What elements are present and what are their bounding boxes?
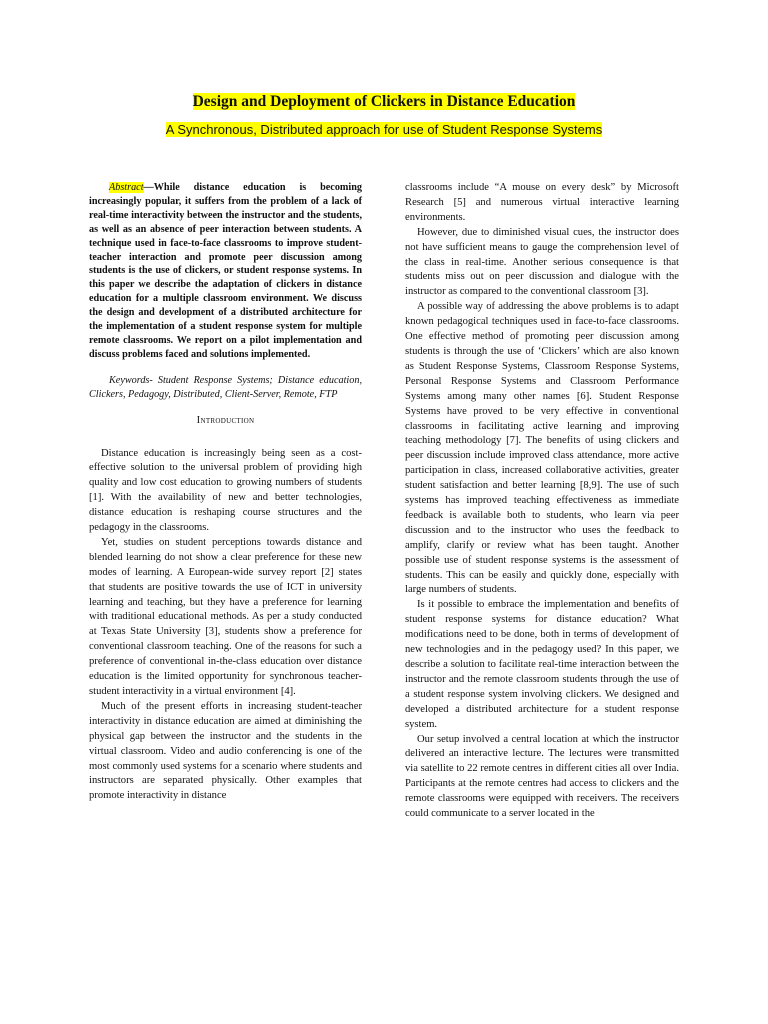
abstract-label: Abstract [109,182,144,193]
paragraph: Much of the present efforts in increasing student-teacher interactivity in distance education are aimed at diminishing the physical gap between the instructor and the students in the virtual classroom. Video and audio conferencing is one of the most commonly used systems for a scenario where students and instructors are separated physically. Other examples that promote interactivity in distance [89,700,362,802]
paper-subtitle [0,122,768,137]
keywords: Keywords- Student Response Systems; Distance education, Clickers, Pedagogy, Distributed, Client-Server, Remote, FTP [89,374,362,400]
right-column [405,181,679,822]
introduction-body [89,447,362,805]
paragraph: Our setup involved a central location at which the instructor delivered an interactive lecture. The lectures were transmitted via satellite to 22 remote centres in different cities all over India. Participants at the remote centres had access to clickers and the remote classrooms were equipped with receivers. The receivers could communicate to a server located in the [405,733,679,820]
paragraph: Is it possible to embrace the implementation and benefits of student response systems for distance education? What modifications need to be done, both in terms of development of new technologies and in the pedagogy used? In this paper, we describe a solution to facilitate real-time interaction between the instructor and the remote classroom students through the use of a student response system involving clickers. We designed and developed a distributed architecture for a student response system. [405,599,679,730]
paragraph: However, due to diminished visual cues, the instructor does not have sufficient means to gauge the comprehension level of the class in real-time. Another serious consequence is that students miss out on peer discussion and dialogue with the instructor as compared to the conventional classroom [3]. [405,226,679,298]
abstract [89,181,362,362]
paper-title [0,93,768,111]
paragraph: classrooms include “A mouse on every desk” by Microsoft Research [5] and numerous virtual interactive learning environments. [405,182,679,223]
paragraph: Distance education is increasingly being seen as a cost-effective solution to the universal problem of providing high quality and low cost education to growing numbers of students [1]. With the availability of new and better technologies, distance education is reshaping course structures and the pedagogy in the classrooms. [89,447,362,534]
section-heading-introduction: Introduction [196,414,255,426]
paragraph: Yet, studies on student perceptions towards distance and blended learning do not show a clear preference for these new modes of learning. A European-wide survey report [2] states that students are positive towards the use of ICT in university learning and teaching, but they have a preference for learning with traditional educational methods. As per a study conducted at Texas State University [3], students show a preference for conventional classroom teaching. One of the reasons for such a preference of conventional in-the-class education over distance education is the limited opportunity for synchronous teacher-student interactivity in a virtual environment [4]. [89,536,362,697]
paragraph: A possible way of addressing the above problems is to adapt known pedagogical techniques used in face-to-face classrooms. One effective method of promoting peer discussion among students is through the use of ‘Clickers’ which are also known as Student Response Systems, Classroom Response Systems, Personal Response Systems and Classroom Performance Systems among many other names [6]. Student Response Systems have proved to be very effective in conventional classrooms in facilitating active learning and improving teaching methodology [7]. The benefits of using clickers and peer discussion include improved class attendance, more active participation in class, increased collaborative activities, greater student satisfaction and better learning [8,9]. The use of such systems has improved teaching effectiveness as immediate feedback is available both to students, who learn via peer discussion and to the instructor who uses the feedback to amplify, clarify or review what has been taught. Another possible use of student response systems is the assessment of students. This can be easily and quickly done, especially with large numbers of students. [405,301,679,596]
subtitle-text: A Synchronous, Distributed approach for use of Student Response Systems [165,122,603,137]
left-column [89,181,362,804]
abstract-text: —While distance education is becoming increasingly popular, it suffers from the problem of a lack of real-time interactivity between the instructor and the students, as well as an absence of peer interaction between students. A technique used in face-to-face classrooms to improve student-teacher interaction and promote peer discussion among students is the use of clickers, or student response systems. In this paper we describe the adaptation of clickers in distance education for a multiple classroom environment. We discuss the design and development of a distributed architecture for the implementation of a student response system for multiple remote classrooms. We report on a pilot implementation and discuss problems faced and solutions implemented. [89,182,362,360]
title-text: Design and Deployment of Clickers in Distance Education [192,93,576,110]
